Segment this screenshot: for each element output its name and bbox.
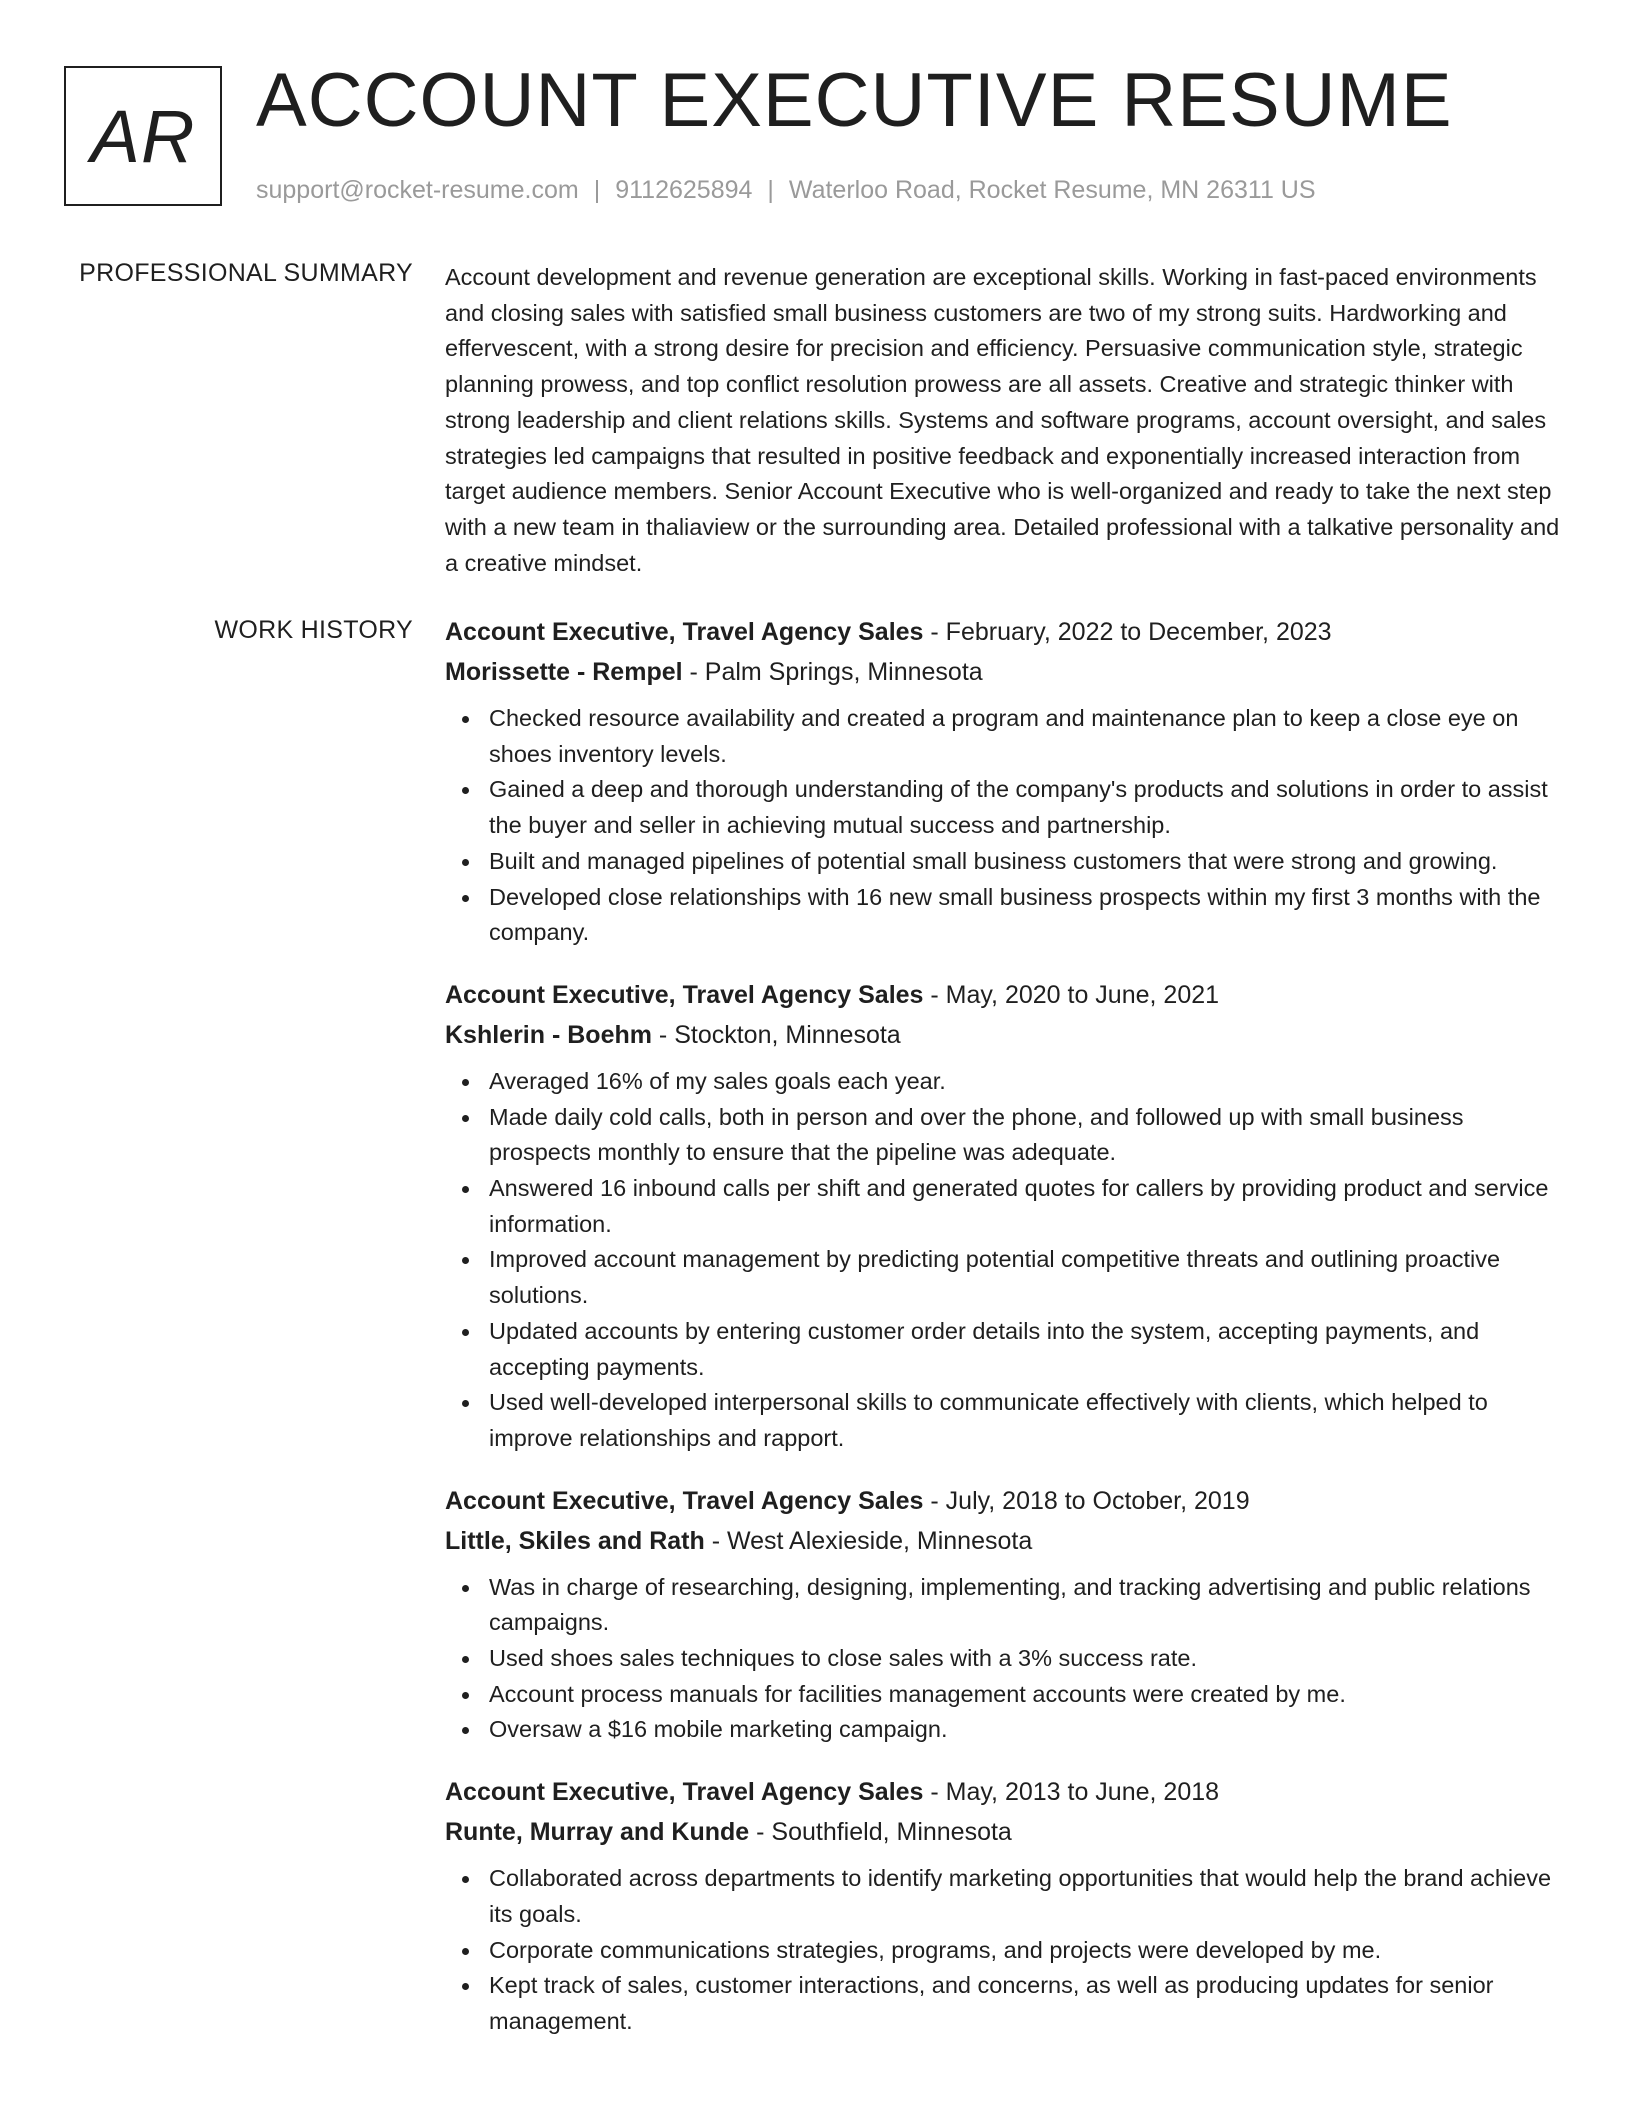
job-bullet: Made daily cold calls, both in person and over the phone, and followed up with small business prospects monthly to ensure that the pipeline was adequate. bbox=[489, 1100, 1560, 1171]
job-bullet: Improved account management by predicting potential competitive threats and outlining proactive solutions. bbox=[489, 1242, 1560, 1313]
job-entry bbox=[445, 1481, 1560, 1749]
job-location: - West Alexieside, Minnesota bbox=[704, 1526, 1033, 1555]
job-company-line bbox=[445, 1812, 1560, 1852]
contact-separator: | bbox=[593, 176, 601, 204]
job-bullet: Kept track of sales, customer interactions, and concerns, as well as producing updates for senior management. bbox=[489, 1968, 1560, 2039]
job-bullet-list bbox=[445, 1064, 1560, 1457]
job-bullet: Built and managed pipelines of potential small business customers that were strong and growing. bbox=[489, 844, 1560, 880]
contact-phone: 9112625894 bbox=[615, 176, 753, 204]
job-bullet: Updated accounts by entering customer order details into the system, accepting payments, and accepting payments. bbox=[489, 1314, 1560, 1385]
job-company-line bbox=[445, 652, 1560, 692]
job-entry bbox=[445, 1772, 1560, 2040]
work-section-label: WORK HISTORY bbox=[214, 616, 413, 644]
job-company: Runte, Murray and Kunde bbox=[445, 1818, 750, 1847]
job-location: - Stockton, Minnesota bbox=[651, 1020, 901, 1049]
job-role: Account Executive, Travel Agency Sales bbox=[445, 618, 924, 646]
initials-text: AR bbox=[90, 94, 196, 178]
job-bullet: Oversaw a $16 mobile marketing campaign. bbox=[489, 1712, 1560, 1748]
job-bullet: Averaged 16% of my sales goals each year. bbox=[489, 1064, 1560, 1100]
summary-text: Account development and revenue generation are exceptional skills. Working in fast-paced environments and closing sales with satisfied small business customers are two of my strong suits. Hardworking and effervescent, with a strong desire for precision and efficiency. Persuasive communication style, strategic planning prowess, and top conflict resolution prowess are all assets. Creative and strategic thinker with strong leadership and client relations skills. Systems and software programs, account oversight, and sales strategies led campaigns that resulted in positive feedback and exponentially increased interaction from target audience members. Senior Account Executive who is well-organized and ready to take the next step with a new team in thaliaview or the surrounding area. Detailed professional with a talkative personality and a creative mindset. bbox=[445, 264, 1560, 576]
job-bullet: Used shoes sales techniques to close sales with a 3% success rate. bbox=[489, 1641, 1560, 1677]
job-bullet: Was in charge of researching, designing, implementing, and tracking advertising and public relations campaigns. bbox=[489, 1570, 1560, 1641]
job-title-line bbox=[445, 1481, 1560, 1521]
contact-address: Waterloo Road, Rocket Resume, MN 26311 US bbox=[788, 176, 1316, 204]
job-bullet: Developed close relationships with 16 new small business prospects within my first 3 months with the company. bbox=[489, 880, 1560, 951]
job-company: Little, Skiles and Rath bbox=[445, 1526, 705, 1555]
job-dates: - July, 2018 to October, 2019 bbox=[923, 1486, 1250, 1515]
initials-monogram bbox=[64, 66, 222, 206]
job-bullet: Account process manuals for facilities management accounts were created by me. bbox=[489, 1677, 1560, 1713]
job-bullet: Answered 16 inbound calls per shift and generated quotes for callers by providing product and service information. bbox=[489, 1171, 1560, 1242]
job-bullet-list bbox=[445, 1861, 1560, 2040]
job-company-line bbox=[445, 1015, 1560, 1055]
job-bullet: Collaborated across departments to identify marketing opportunities that would help the brand achieve its goals. bbox=[489, 1861, 1560, 1932]
contact-separator: | bbox=[767, 176, 774, 204]
job-dates: - May, 2013 to June, 2018 bbox=[923, 1778, 1220, 1807]
job-bullet: Checked resource availability and created a program and maintenance plan to keep a close eye on shoes inventory levels. bbox=[489, 701, 1560, 772]
job-bullet: Used well-developed interpersonal skills to communicate effectively with clients, which helped to improve relationships and rapport. bbox=[489, 1385, 1560, 1456]
job-role: Account Executive, Travel Agency Sales bbox=[445, 1778, 924, 1807]
job-role: Account Executive, Travel Agency Sales bbox=[445, 1486, 924, 1515]
job-dates: - May, 2020 to June, 2021 bbox=[923, 980, 1220, 1009]
resume-title: ACCOUNT EXECUTIVE RESUME bbox=[256, 58, 1453, 143]
job-entry bbox=[445, 612, 1560, 951]
job-bullet-list bbox=[445, 701, 1560, 951]
summary-section-label: PROFESSIONAL SUMMARY bbox=[79, 259, 413, 287]
job-company-line bbox=[445, 1521, 1560, 1561]
job-title-line bbox=[445, 975, 1560, 1015]
job-bullet: Corporate communications strategies, programs, and projects were developed by me. bbox=[489, 1933, 1560, 1969]
job-title-line bbox=[445, 612, 1560, 652]
job-title-line bbox=[445, 1772, 1560, 1812]
job-location: - Palm Springs, Minnesota bbox=[682, 658, 983, 686]
job-company: Morissette - Rempel bbox=[445, 658, 683, 686]
contact-email: support@rocket-resume.com bbox=[256, 176, 579, 204]
job-location: - Southfield, Minnesota bbox=[749, 1818, 1012, 1847]
job-dates: - February, 2022 to December, 2023 bbox=[923, 618, 1332, 646]
job-role: Account Executive, Travel Agency Sales bbox=[445, 980, 924, 1009]
job-bullet-list bbox=[445, 1570, 1560, 1749]
job-entry bbox=[445, 975, 1560, 1457]
job-company: Kshlerin - Boehm bbox=[445, 1020, 652, 1049]
work-history bbox=[445, 612, 1560, 2064]
job-bullet: Gained a deep and thorough understanding of the company's products and solutions in order to assist the buyer and seller in achieving mutual success and partnership. bbox=[489, 772, 1560, 843]
contact-line bbox=[256, 174, 1316, 206]
